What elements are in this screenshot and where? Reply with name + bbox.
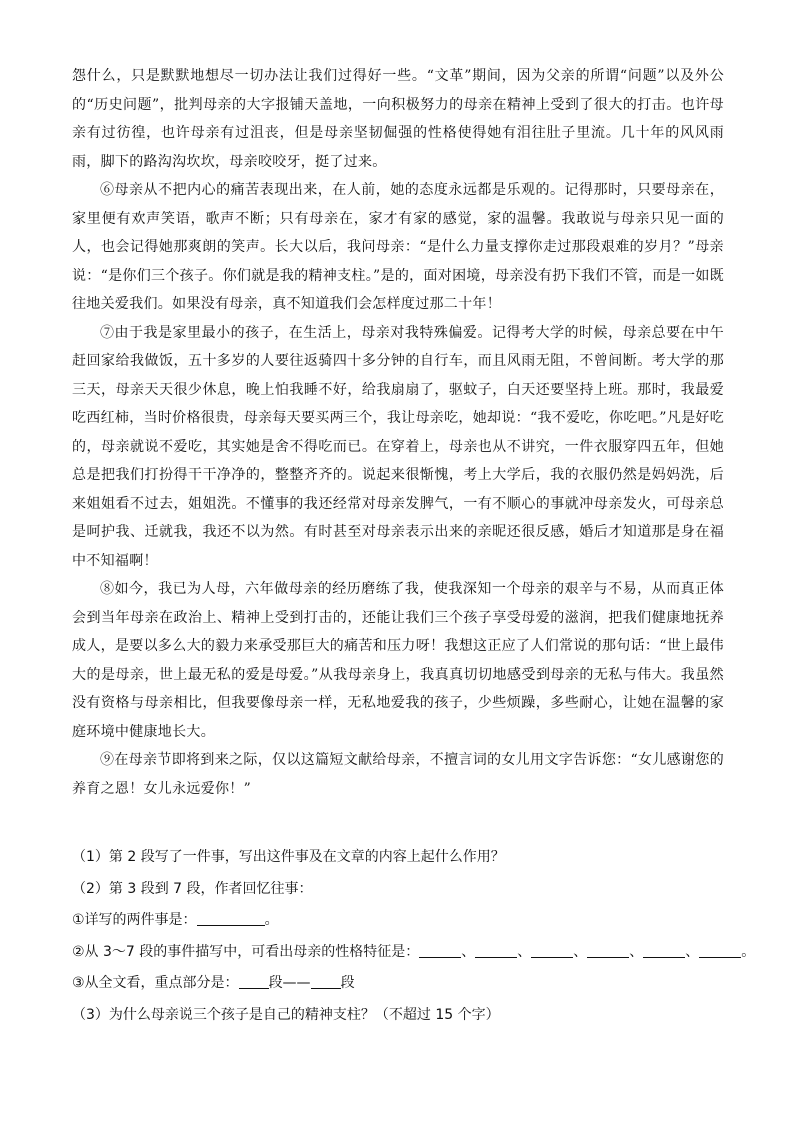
- question-2-a-suffix: 。: [264, 912, 279, 928]
- separator: 、: [517, 943, 532, 960]
- answer-blank[interactable]: [699, 941, 741, 958]
- paragraph-8: ⑧如今，我已为人母，六年做母亲的经历磨练了我，使我深知一个母亲的艰辛与不易，从而真正体会到当年母亲在政治上、精神上受到打击的，还能让我们三个孩子享受母爱的滋润，把我们健康地抚养成人，是要以多么大的毅力来承受那巨大的痛苦和压力呀！我想这正应了人们常说的那句话：“世上最伟大的是母亲，世上最无私的爱是母爱。”从我母亲身上，我真真切切地感受到母亲的无私与伟大。我虽然没有资格与母亲相比，但我要像母亲一样，无私地爱我的孩子，少些烦躁，多些耐心，让她在温馨的家庭环境中健康地长大。: [72, 581, 724, 740]
- separator: 、: [685, 943, 700, 960]
- paragraph-5-continued: 怨什么，只是默默地想尽一切办法让我们过得好一些。“文革”期间，因为父亲的所谓“问题”以及外公的“历史问题”，批判母亲的大字报铺天盖地，一向积极努力的母亲在精神上受到了很大的打击。也许母亲有过彷徨，也许母亲有过沮丧，但是母亲坚韧倔强的性格使得她有泪往肚子里流。几十年的风风雨雨，脚下的路沟沟坎坎，母亲咬咬牙，挺了过来。: [72, 68, 724, 170]
- paragraph-9: ⑨在母亲节即将到来之际，仅以这篇短文献给母亲，不擅言词的女儿用文字告诉您：“女儿感谢您的养育之恩！女儿永远爱你！”: [72, 752, 724, 797]
- answer-blank[interactable]: [311, 972, 341, 989]
- question-2-b-prefix: ②从 3～7 段的事件描写中，可看出母亲的性格特征是：: [72, 943, 420, 960]
- answer-blank[interactable]: [643, 941, 685, 958]
- separator: 、: [461, 943, 476, 960]
- answer-blank[interactable]: [239, 972, 269, 989]
- question-2-b: [72, 937, 756, 969]
- question-2-c: [72, 968, 732, 1000]
- question-2-b-suffix: 。: [741, 943, 756, 960]
- answer-blank[interactable]: [531, 941, 573, 958]
- question-2-c-prefix: ③从全文看，重点部分是：: [72, 975, 239, 991]
- separator: 、: [573, 943, 588, 960]
- question-2-c-mid1: 段——: [268, 975, 311, 991]
- paragraph-6: ⑥母亲从不把内心的痛苦表现出来，在人前，她的态度永远都是乐观的。记得那时，只要母亲在，家里便有欢声笑语，歌声不断；只有母亲在，家才有家的感觉，家的温馨。我敢说与母亲只见一面的人，也会记得她那爽朗的笑声。长大以后，我问母亲：“是什么力量支撑你走过那段艰难的岁月？”母亲说：“是你们三个孩子。你们就是我的精神支柱。”是的，面对困境，母亲没有扔下我们不管，而是一如既往地关爱我们。如果没有母亲，真不知道我们会怎样度过那二十年！: [72, 182, 724, 312]
- paragraph-7: ⑦由于我是家里最小的孩子，在生活上，母亲对我特殊偏爱。记得考大学的时候，母亲总要在中午赶回家给我做饭，五十多岁的人要往返骑四十多分钟的自行车，而且风雨无阻，不曾间断。考大学的那三天，母亲天天很少休息，晚上怕我睡不好，给我扇扇了，驱蚊子，白天还要坚持上班。那时，我最爱吃西红柿，当时价格很贵，母亲每天要买两三个，我让母亲吃，她却说：“我不爱吃，你吃吧。”凡是好吃的，母亲就说不爱吃，其实她是舍不得吃而已。在穿着上，母亲也从不讲究，一件衣服穿四五年，但她总是把我们打扮得干干净净的，整整齐齐的。说起来很惭愧，考上大学后，我的衣服仍然是妈妈洗，后来姐姐看不过去，姐姐洗。不懂事的我还经常对母亲发脾气，一有不顺心的事就冲母亲发火，可母亲总是呵护我、迁就我，我还不以为然。有时甚至对母亲表示出来的亲昵还很反感，婚后才知道那是身在福中不知福啊！: [72, 324, 724, 569]
- question-2-a: [72, 905, 732, 937]
- question-2-c-mid2: 段: [340, 975, 355, 991]
- separator: 、: [629, 943, 644, 960]
- answer-blank[interactable]: [475, 941, 517, 958]
- answer-blank[interactable]: [419, 941, 461, 958]
- answer-blank[interactable]: [197, 909, 265, 926]
- answer-blank[interactable]: [587, 941, 629, 958]
- question-1: （1）第 2 段写了一件事，写出这件事及在文章的内容上起什么作用？: [72, 849, 505, 865]
- question-2-a-prefix: ①详写的两件事是：: [72, 912, 197, 928]
- questions-section: [72, 842, 756, 1031]
- question-2: （2）第 3 段到 7 段，作者回忆往事：: [72, 880, 313, 897]
- question-3: （3）为什么母亲说三个孩子是自己的精神支柱？（不超过 15 个字）: [72, 1006, 500, 1023]
- article-body: [72, 62, 724, 803]
